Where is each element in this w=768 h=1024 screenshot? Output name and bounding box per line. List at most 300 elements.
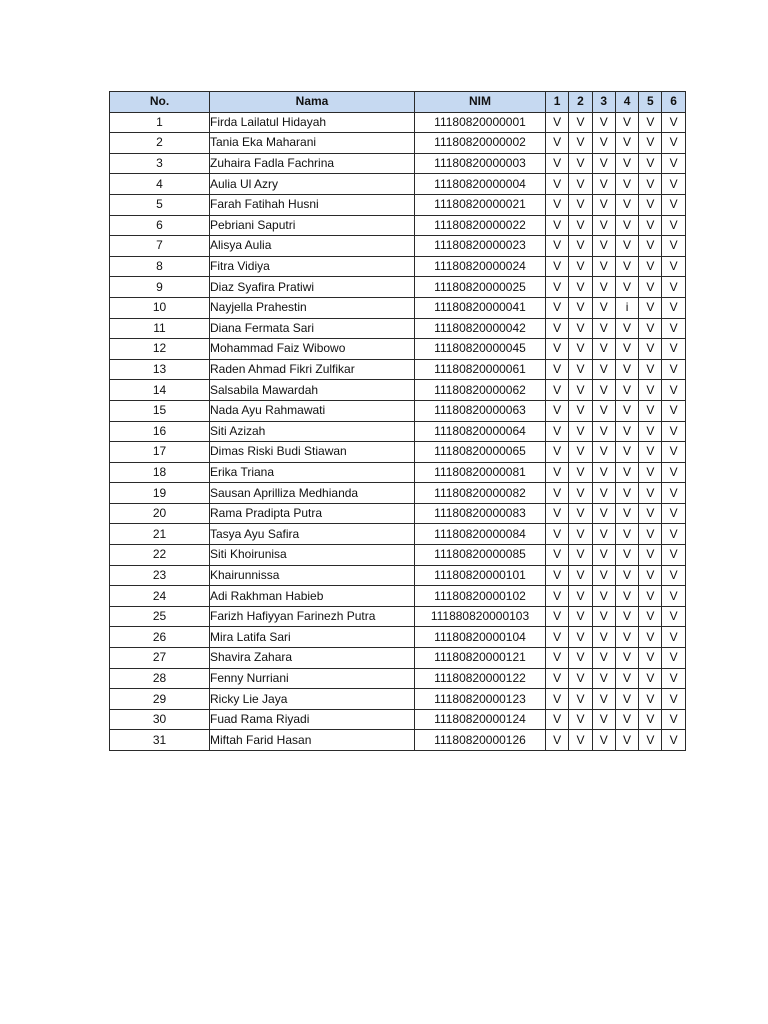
table-row xyxy=(110,318,686,339)
attendance-mark-session-5: V xyxy=(639,524,662,545)
attendance-mark-session-2: V xyxy=(569,318,592,339)
attendance-mark-session-1: V xyxy=(546,503,569,524)
student-nim: 11180820000082 xyxy=(415,483,546,504)
student-name: Fenny Nurriani xyxy=(210,668,415,689)
attendance-mark-session-6: V xyxy=(662,709,685,730)
student-name: Khairunnissa xyxy=(210,565,415,586)
attendance-mark-session-2: V xyxy=(569,689,592,710)
student-name: Rama Pradipta Putra xyxy=(210,503,415,524)
student-name: Raden Ahmad Fikri Zulfikar xyxy=(210,359,415,380)
student-name: Shavira Zahara xyxy=(210,648,415,669)
student-name: Miftah Farid Hasan xyxy=(210,730,415,751)
attendance-mark-session-5: V xyxy=(639,606,662,627)
attendance-mark-session-4: V xyxy=(615,421,638,442)
student-name: Ricky Lie Jaya xyxy=(210,689,415,710)
attendance-mark-session-4: V xyxy=(615,627,638,648)
attendance-mark-session-5: V xyxy=(639,709,662,730)
attendance-mark-session-5: V xyxy=(639,400,662,421)
table-header xyxy=(110,92,686,113)
attendance-mark-session-2: V xyxy=(569,730,592,751)
table-row xyxy=(110,194,686,215)
attendance-mark-session-6: V xyxy=(662,606,685,627)
attendance-mark-session-1: V xyxy=(546,668,569,689)
row-number: 9 xyxy=(110,277,210,298)
header-nama: Nama xyxy=(210,92,415,113)
attendance-mark-session-3: V xyxy=(592,709,615,730)
student-name: Aulia Ul Azry xyxy=(210,174,415,195)
attendance-mark-session-1: V xyxy=(546,194,569,215)
row-number: 19 xyxy=(110,483,210,504)
attendance-mark-session-6: V xyxy=(662,215,685,236)
attendance-mark-session-4: i xyxy=(615,297,638,318)
attendance-mark-session-6: V xyxy=(662,442,685,463)
attendance-mark-session-3: V xyxy=(592,277,615,298)
attendance-mark-session-4: V xyxy=(615,442,638,463)
attendance-mark-session-2: V xyxy=(569,133,592,154)
attendance-mark-session-6: V xyxy=(662,236,685,257)
attendance-mark-session-2: V xyxy=(569,421,592,442)
attendance-mark-session-5: V xyxy=(639,215,662,236)
table-row xyxy=(110,277,686,298)
attendance-mark-session-4: V xyxy=(615,586,638,607)
student-nim: 11180820000104 xyxy=(415,627,546,648)
attendance-mark-session-2: V xyxy=(569,586,592,607)
row-number: 1 xyxy=(110,112,210,133)
attendance-mark-session-6: V xyxy=(662,462,685,483)
attendance-mark-session-2: V xyxy=(569,400,592,421)
table-row xyxy=(110,565,686,586)
attendance-mark-session-3: V xyxy=(592,215,615,236)
student-nim: 11180820000081 xyxy=(415,462,546,483)
row-number: 11 xyxy=(110,318,210,339)
table-row xyxy=(110,236,686,257)
table-row xyxy=(110,709,686,730)
row-number: 21 xyxy=(110,524,210,545)
attendance-mark-session-1: V xyxy=(546,400,569,421)
attendance-mark-session-1: V xyxy=(546,112,569,133)
attendance-mark-session-4: V xyxy=(615,689,638,710)
attendance-mark-session-4: V xyxy=(615,359,638,380)
header-session-6: 6 xyxy=(662,92,685,113)
attendance-mark-session-3: V xyxy=(592,606,615,627)
attendance-mark-session-6: V xyxy=(662,565,685,586)
attendance-mark-session-3: V xyxy=(592,194,615,215)
attendance-mark-session-2: V xyxy=(569,297,592,318)
student-name: Farah Fatihah Husni xyxy=(210,194,415,215)
table-row xyxy=(110,421,686,442)
table-row xyxy=(110,400,686,421)
attendance-mark-session-2: V xyxy=(569,462,592,483)
row-number: 31 xyxy=(110,730,210,751)
student-nim: 11180820000001 xyxy=(415,112,546,133)
student-nim: 111880820000103 xyxy=(415,606,546,627)
attendance-mark-session-1: V xyxy=(546,256,569,277)
attendance-mark-session-4: V xyxy=(615,112,638,133)
attendance-mark-session-4: V xyxy=(615,709,638,730)
attendance-mark-session-5: V xyxy=(639,442,662,463)
row-number: 7 xyxy=(110,236,210,257)
header-nim: NIM xyxy=(415,92,546,113)
row-number: 16 xyxy=(110,421,210,442)
attendance-mark-session-4: V xyxy=(615,215,638,236)
attendance-mark-session-3: V xyxy=(592,380,615,401)
attendance-mark-session-4: V xyxy=(615,133,638,154)
table-row xyxy=(110,256,686,277)
student-name: Mohammad Faiz Wibowo xyxy=(210,339,415,360)
attendance-mark-session-4: V xyxy=(615,545,638,566)
attendance-mark-session-2: V xyxy=(569,153,592,174)
attendance-mark-session-3: V xyxy=(592,133,615,154)
attendance-mark-session-2: V xyxy=(569,194,592,215)
row-number: 3 xyxy=(110,153,210,174)
attendance-mark-session-3: V xyxy=(592,339,615,360)
attendance-mark-session-1: V xyxy=(546,153,569,174)
attendance-mark-session-1: V xyxy=(546,236,569,257)
attendance-mark-session-3: V xyxy=(592,112,615,133)
attendance-mark-session-4: V xyxy=(615,565,638,586)
student-nim: 11180820000025 xyxy=(415,277,546,298)
student-nim: 11180820000124 xyxy=(415,709,546,730)
table-row xyxy=(110,359,686,380)
attendance-mark-session-6: V xyxy=(662,586,685,607)
attendance-mark-session-6: V xyxy=(662,421,685,442)
header-session-1: 1 xyxy=(546,92,569,113)
student-name: Sausan Aprilliza Medhianda xyxy=(210,483,415,504)
attendance-mark-session-6: V xyxy=(662,668,685,689)
attendance-mark-session-5: V xyxy=(639,256,662,277)
attendance-mark-session-4: V xyxy=(615,339,638,360)
attendance-table xyxy=(109,91,686,751)
row-number: 2 xyxy=(110,133,210,154)
row-number: 17 xyxy=(110,442,210,463)
attendance-mark-session-2: V xyxy=(569,380,592,401)
attendance-mark-session-4: V xyxy=(615,483,638,504)
row-number: 27 xyxy=(110,648,210,669)
student-nim: 11180820000083 xyxy=(415,503,546,524)
attendance-mark-session-3: V xyxy=(592,421,615,442)
attendance-mark-session-3: V xyxy=(592,648,615,669)
attendance-mark-session-5: V xyxy=(639,421,662,442)
attendance-mark-session-2: V xyxy=(569,236,592,257)
student-nim: 11180820000122 xyxy=(415,668,546,689)
attendance-mark-session-4: V xyxy=(615,256,638,277)
attendance-mark-session-2: V xyxy=(569,668,592,689)
student-nim: 11180820000064 xyxy=(415,421,546,442)
attendance-mark-session-3: V xyxy=(592,524,615,545)
attendance-mark-session-2: V xyxy=(569,503,592,524)
attendance-mark-session-5: V xyxy=(639,483,662,504)
row-number: 13 xyxy=(110,359,210,380)
attendance-mark-session-3: V xyxy=(592,483,615,504)
attendance-mark-session-2: V xyxy=(569,627,592,648)
table-row xyxy=(110,586,686,607)
attendance-mark-session-1: V xyxy=(546,421,569,442)
attendance-mark-session-5: V xyxy=(639,627,662,648)
attendance-mark-session-1: V xyxy=(546,339,569,360)
attendance-mark-session-5: V xyxy=(639,545,662,566)
attendance-mark-session-4: V xyxy=(615,277,638,298)
attendance-mark-session-4: V xyxy=(615,174,638,195)
table-row xyxy=(110,730,686,751)
attendance-mark-session-2: V xyxy=(569,606,592,627)
attendance-mark-session-2: V xyxy=(569,545,592,566)
student-name: Siti Azizah xyxy=(210,421,415,442)
attendance-mark-session-5: V xyxy=(639,689,662,710)
attendance-mark-session-4: V xyxy=(615,606,638,627)
attendance-mark-session-5: V xyxy=(639,297,662,318)
attendance-mark-session-1: V xyxy=(546,380,569,401)
table-row xyxy=(110,133,686,154)
attendance-mark-session-5: V xyxy=(639,277,662,298)
attendance-mark-session-6: V xyxy=(662,339,685,360)
attendance-mark-session-5: V xyxy=(639,318,662,339)
attendance-mark-session-5: V xyxy=(639,380,662,401)
student-nim: 11180820000021 xyxy=(415,194,546,215)
table-row xyxy=(110,606,686,627)
student-name: Siti Khoirunisa xyxy=(210,545,415,566)
header-session-5: 5 xyxy=(639,92,662,113)
table-row xyxy=(110,112,686,133)
attendance-mark-session-6: V xyxy=(662,153,685,174)
student-name: Nada Ayu Rahmawati xyxy=(210,400,415,421)
attendance-mark-session-1: V xyxy=(546,277,569,298)
row-number: 10 xyxy=(110,297,210,318)
student-nim: 11180820000045 xyxy=(415,339,546,360)
table-row xyxy=(110,627,686,648)
attendance-mark-session-3: V xyxy=(592,400,615,421)
attendance-mark-session-2: V xyxy=(569,339,592,360)
attendance-mark-session-6: V xyxy=(662,503,685,524)
student-nim: 11180820000061 xyxy=(415,359,546,380)
attendance-mark-session-3: V xyxy=(592,153,615,174)
attendance-mark-session-6: V xyxy=(662,297,685,318)
attendance-mark-session-2: V xyxy=(569,256,592,277)
table-row xyxy=(110,442,686,463)
attendance-mark-session-1: V xyxy=(546,174,569,195)
row-number: 12 xyxy=(110,339,210,360)
attendance-mark-session-2: V xyxy=(569,359,592,380)
attendance-mark-session-6: V xyxy=(662,483,685,504)
attendance-mark-session-3: V xyxy=(592,689,615,710)
student-name: Diana Fermata Sari xyxy=(210,318,415,339)
attendance-mark-session-2: V xyxy=(569,524,592,545)
student-name: Fuad Rama Riyadi xyxy=(210,709,415,730)
student-nim: 11180820000126 xyxy=(415,730,546,751)
student-nim: 11180820000023 xyxy=(415,236,546,257)
attendance-mark-session-5: V xyxy=(639,668,662,689)
attendance-mark-session-4: V xyxy=(615,380,638,401)
attendance-mark-session-5: V xyxy=(639,112,662,133)
table-row xyxy=(110,297,686,318)
row-number: 22 xyxy=(110,545,210,566)
attendance-mark-session-1: V xyxy=(546,648,569,669)
student-nim: 11180820000022 xyxy=(415,215,546,236)
student-nim: 11180820000085 xyxy=(415,545,546,566)
student-name: Nayjella Prahestin xyxy=(210,297,415,318)
attendance-mark-session-2: V xyxy=(569,648,592,669)
student-name: Tasya Ayu Safira xyxy=(210,524,415,545)
attendance-mark-session-1: V xyxy=(546,606,569,627)
attendance-mark-session-3: V xyxy=(592,668,615,689)
attendance-mark-session-1: V xyxy=(546,730,569,751)
row-number: 5 xyxy=(110,194,210,215)
attendance-mark-session-4: V xyxy=(615,503,638,524)
attendance-mark-session-1: V xyxy=(546,524,569,545)
attendance-mark-session-5: V xyxy=(639,730,662,751)
attendance-mark-session-3: V xyxy=(592,236,615,257)
attendance-mark-session-6: V xyxy=(662,627,685,648)
attendance-mark-session-2: V xyxy=(569,709,592,730)
header-no: No. xyxy=(110,92,210,113)
table-row xyxy=(110,339,686,360)
table-row xyxy=(110,483,686,504)
row-number: 20 xyxy=(110,503,210,524)
student-nim: 11180820000062 xyxy=(415,380,546,401)
student-nim: 11180820000084 xyxy=(415,524,546,545)
attendance-mark-session-6: V xyxy=(662,112,685,133)
attendance-mark-session-4: V xyxy=(615,648,638,669)
row-number: 14 xyxy=(110,380,210,401)
attendance-mark-session-4: V xyxy=(615,730,638,751)
attendance-mark-session-1: V xyxy=(546,133,569,154)
attendance-mark-session-1: V xyxy=(546,442,569,463)
attendance-mark-session-1: V xyxy=(546,318,569,339)
attendance-mark-session-4: V xyxy=(615,524,638,545)
table-row xyxy=(110,668,686,689)
attendance-mark-session-5: V xyxy=(639,586,662,607)
header-session-4: 4 xyxy=(615,92,638,113)
attendance-mark-session-3: V xyxy=(592,256,615,277)
attendance-mark-session-6: V xyxy=(662,194,685,215)
attendance-mark-session-3: V xyxy=(592,297,615,318)
attendance-mark-session-5: V xyxy=(639,133,662,154)
attendance-mark-session-3: V xyxy=(592,442,615,463)
attendance-mark-session-1: V xyxy=(546,215,569,236)
attendance-mark-session-2: V xyxy=(569,565,592,586)
attendance-mark-session-5: V xyxy=(639,236,662,257)
row-number: 26 xyxy=(110,627,210,648)
student-nim: 11180820000042 xyxy=(415,318,546,339)
attendance-mark-session-3: V xyxy=(592,730,615,751)
student-nim: 11180820000004 xyxy=(415,174,546,195)
student-name: Salsabila Mawardah xyxy=(210,380,415,401)
row-number: 23 xyxy=(110,565,210,586)
header-session-2: 2 xyxy=(569,92,592,113)
attendance-mark-session-1: V xyxy=(546,586,569,607)
attendance-mark-session-5: V xyxy=(639,565,662,586)
attendance-mark-session-1: V xyxy=(546,565,569,586)
attendance-mark-session-1: V xyxy=(546,689,569,710)
student-nim: 11180820000063 xyxy=(415,400,546,421)
attendance-mark-session-1: V xyxy=(546,297,569,318)
attendance-mark-session-5: V xyxy=(639,153,662,174)
attendance-mark-session-5: V xyxy=(639,503,662,524)
attendance-mark-session-6: V xyxy=(662,545,685,566)
student-nim: 11180820000003 xyxy=(415,153,546,174)
attendance-mark-session-1: V xyxy=(546,483,569,504)
student-name: Erika Triana xyxy=(210,462,415,483)
attendance-mark-session-6: V xyxy=(662,689,685,710)
attendance-mark-session-3: V xyxy=(592,545,615,566)
row-number: 25 xyxy=(110,606,210,627)
attendance-mark-session-3: V xyxy=(592,462,615,483)
table-row xyxy=(110,153,686,174)
student-nim: 11180820000102 xyxy=(415,586,546,607)
student-nim: 11180820000121 xyxy=(415,648,546,669)
attendance-mark-session-2: V xyxy=(569,483,592,504)
attendance-mark-session-6: V xyxy=(662,400,685,421)
attendance-mark-session-6: V xyxy=(662,256,685,277)
row-number: 8 xyxy=(110,256,210,277)
attendance-mark-session-4: V xyxy=(615,236,638,257)
row-number: 24 xyxy=(110,586,210,607)
student-nim: 11180820000065 xyxy=(415,442,546,463)
table-body xyxy=(110,112,686,750)
table-row xyxy=(110,545,686,566)
attendance-mark-session-1: V xyxy=(546,359,569,380)
header-row xyxy=(110,92,686,113)
attendance-mark-session-3: V xyxy=(592,627,615,648)
attendance-mark-session-5: V xyxy=(639,339,662,360)
header-session-3: 3 xyxy=(592,92,615,113)
student-name: Farizh Hafiyyan Farinezh Putra xyxy=(210,606,415,627)
attendance-mark-session-4: V xyxy=(615,462,638,483)
attendance-mark-session-3: V xyxy=(592,318,615,339)
student-nim: 11180820000024 xyxy=(415,256,546,277)
attendance-mark-session-1: V xyxy=(546,627,569,648)
attendance-mark-session-6: V xyxy=(662,524,685,545)
attendance-mark-session-4: V xyxy=(615,194,638,215)
student-nim: 11180820000101 xyxy=(415,565,546,586)
attendance-mark-session-5: V xyxy=(639,648,662,669)
table-row xyxy=(110,503,686,524)
row-number: 28 xyxy=(110,668,210,689)
student-nim: 11180820000041 xyxy=(415,297,546,318)
attendance-mark-session-3: V xyxy=(592,359,615,380)
row-number: 6 xyxy=(110,215,210,236)
attendance-mark-session-4: V xyxy=(615,668,638,689)
attendance-mark-session-3: V xyxy=(592,586,615,607)
attendance-mark-session-4: V xyxy=(615,318,638,339)
table-row xyxy=(110,174,686,195)
table-row xyxy=(110,215,686,236)
attendance-mark-session-6: V xyxy=(662,133,685,154)
attendance-mark-session-6: V xyxy=(662,174,685,195)
student-nim: 11180820000123 xyxy=(415,689,546,710)
row-number: 4 xyxy=(110,174,210,195)
student-name: Pebriani Saputri xyxy=(210,215,415,236)
attendance-mark-session-2: V xyxy=(569,442,592,463)
student-name: Adi Rakhman Habieb xyxy=(210,586,415,607)
table-row xyxy=(110,462,686,483)
attendance-mark-session-5: V xyxy=(639,194,662,215)
attendance-mark-session-3: V xyxy=(592,503,615,524)
student-name: Diaz Syafira Pratiwi xyxy=(210,277,415,298)
attendance-mark-session-6: V xyxy=(662,359,685,380)
row-number: 30 xyxy=(110,709,210,730)
table-row xyxy=(110,689,686,710)
attendance-mark-session-6: V xyxy=(662,730,685,751)
attendance-mark-session-1: V xyxy=(546,709,569,730)
row-number: 15 xyxy=(110,400,210,421)
student-name: Tania Eka Maharani xyxy=(210,133,415,154)
attendance-mark-session-5: V xyxy=(639,174,662,195)
attendance-mark-session-6: V xyxy=(662,648,685,669)
attendance-mark-session-4: V xyxy=(615,400,638,421)
student-name: Dimas Riski Budi Stiawan xyxy=(210,442,415,463)
table-row xyxy=(110,648,686,669)
attendance-mark-session-2: V xyxy=(569,174,592,195)
